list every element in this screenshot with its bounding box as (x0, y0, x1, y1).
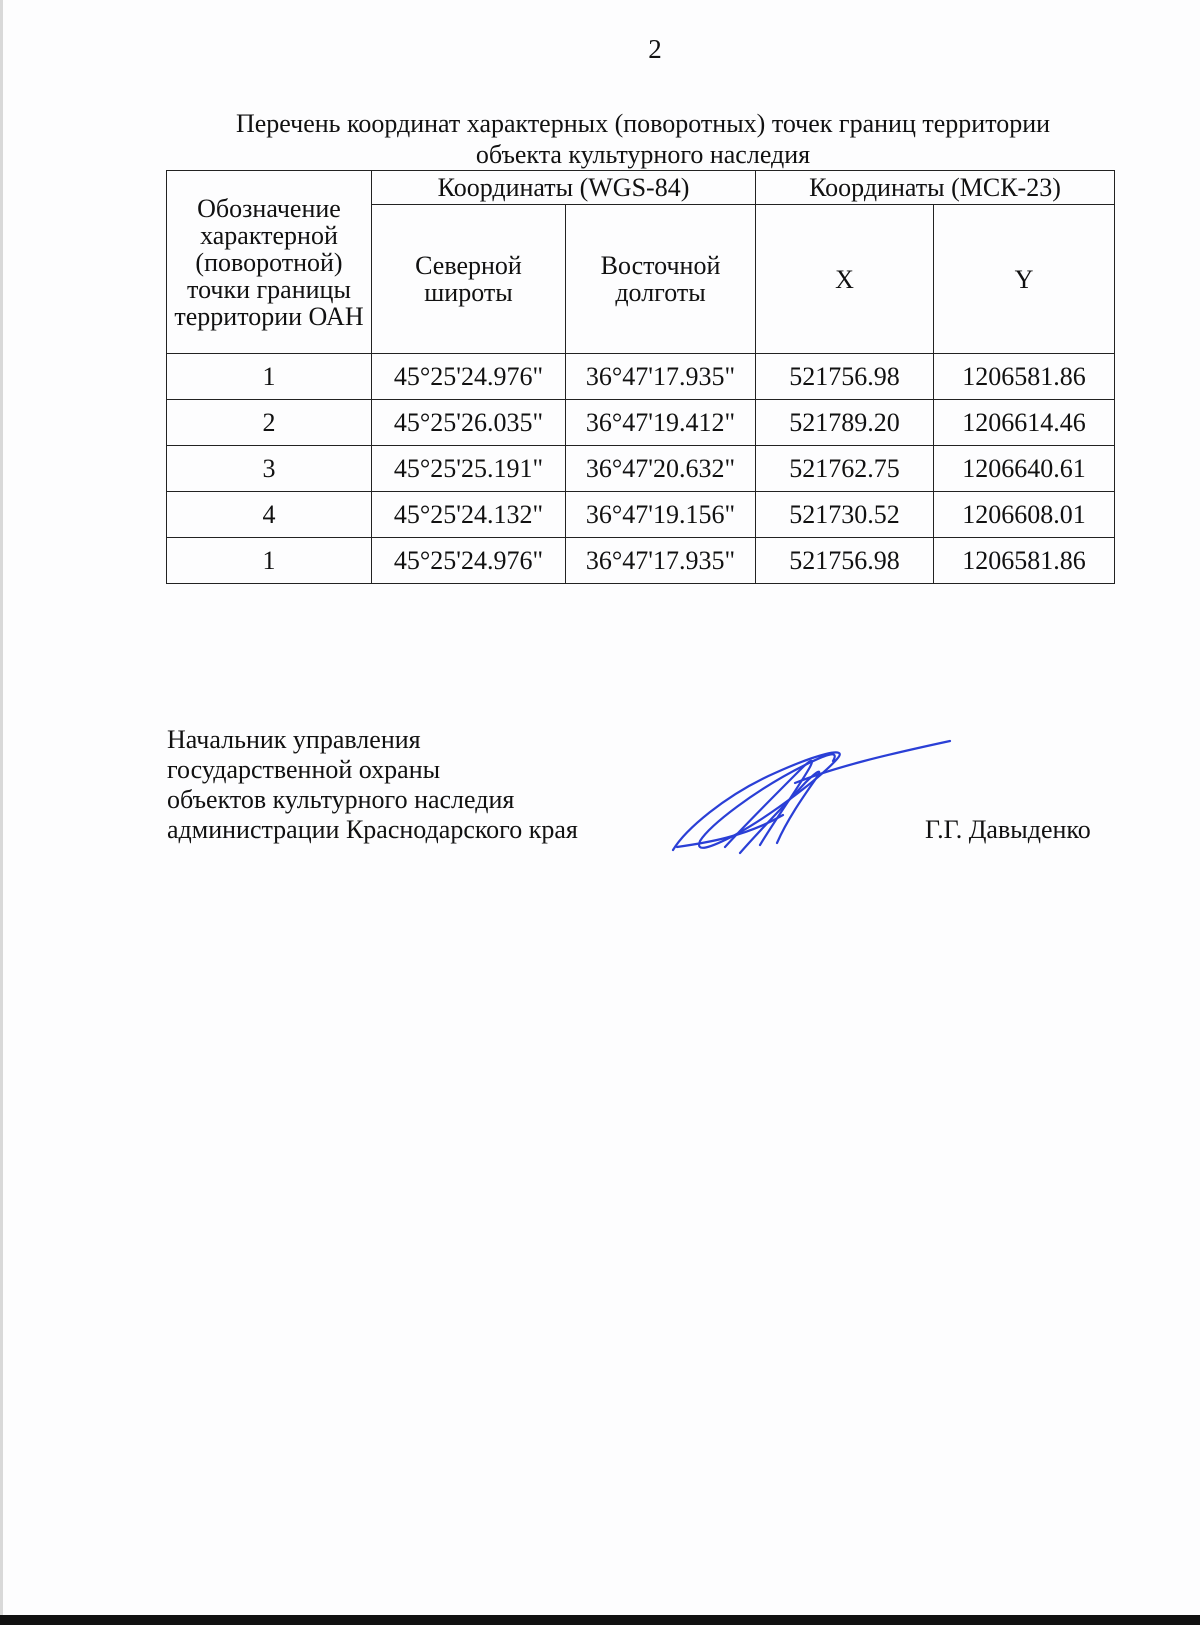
cell-point: 4 (167, 492, 372, 538)
table-row (167, 400, 1115, 446)
cell-latitude: 45°25'24.132" (372, 492, 566, 538)
position-line-2: государственной охраны (167, 755, 441, 784)
cell-point: 1 (167, 354, 372, 400)
scan-edge-left (0, 0, 3, 1625)
handwritten-signature (665, 735, 955, 860)
cell-x: 521756.98 (756, 354, 934, 400)
cell-y: 1206614.46 (934, 400, 1115, 446)
cell-latitude: 45°25'24.976" (372, 354, 566, 400)
cell-x: 521789.20 (756, 400, 934, 446)
cell-longitude: 36°47'17.935" (566, 354, 756, 400)
signatory-position (167, 725, 578, 845)
header-east-longitude: Восточной долготы (566, 205, 756, 354)
cell-y: 1206640.61 (934, 446, 1115, 492)
table-title (168, 108, 1118, 170)
coordinates-table (166, 170, 1115, 584)
table-title-line-1: Перечень координат характерных (поворотных) точек границ территории (235, 109, 1051, 138)
table-title-line-2: объекта культурного наследия (475, 140, 811, 169)
cell-y: 1206608.01 (934, 492, 1115, 538)
signer-name: Г.Г. Давыденко (925, 815, 1091, 844)
cell-x: 521756.98 (756, 538, 934, 584)
scan-edge-bottom (0, 1615, 1200, 1625)
table-row (167, 492, 1115, 538)
header-designation: Обозначение характерной (поворотной) точки границы территории ОАН (167, 171, 372, 354)
page-number: 2 (648, 34, 662, 64)
position-line-1: Начальник управления (167, 725, 421, 754)
position-line-4: администрации Краснодарского края (167, 815, 578, 844)
table-row (167, 538, 1115, 584)
header-north-latitude: Северной широты (372, 205, 566, 354)
cell-latitude: 45°25'24.976" (372, 538, 566, 584)
position-line-3: объектов культурного наследия (167, 785, 515, 814)
cell-y: 1206581.86 (934, 538, 1115, 584)
cell-longitude: 36°47'20.632" (566, 446, 756, 492)
table-row (167, 354, 1115, 400)
cell-x: 521730.52 (756, 492, 934, 538)
header-msk23: Координаты (МСК-23) (756, 171, 1115, 205)
cell-x: 521762.75 (756, 446, 934, 492)
table-row (167, 446, 1115, 492)
cell-point: 1 (167, 538, 372, 584)
cell-y: 1206581.86 (934, 354, 1115, 400)
cell-latitude: 45°25'25.191" (372, 446, 566, 492)
cell-longitude: 36°47'17.935" (566, 538, 756, 584)
cell-longitude: 36°47'19.156" (566, 492, 756, 538)
cell-latitude: 45°25'26.035" (372, 400, 566, 446)
cell-point: 2 (167, 400, 372, 446)
cell-longitude: 36°47'19.412" (566, 400, 756, 446)
header-x: X (756, 205, 934, 354)
header-y: Y (934, 205, 1115, 354)
header-wgs84: Координаты (WGS-84) (372, 171, 756, 205)
cell-point: 3 (167, 446, 372, 492)
